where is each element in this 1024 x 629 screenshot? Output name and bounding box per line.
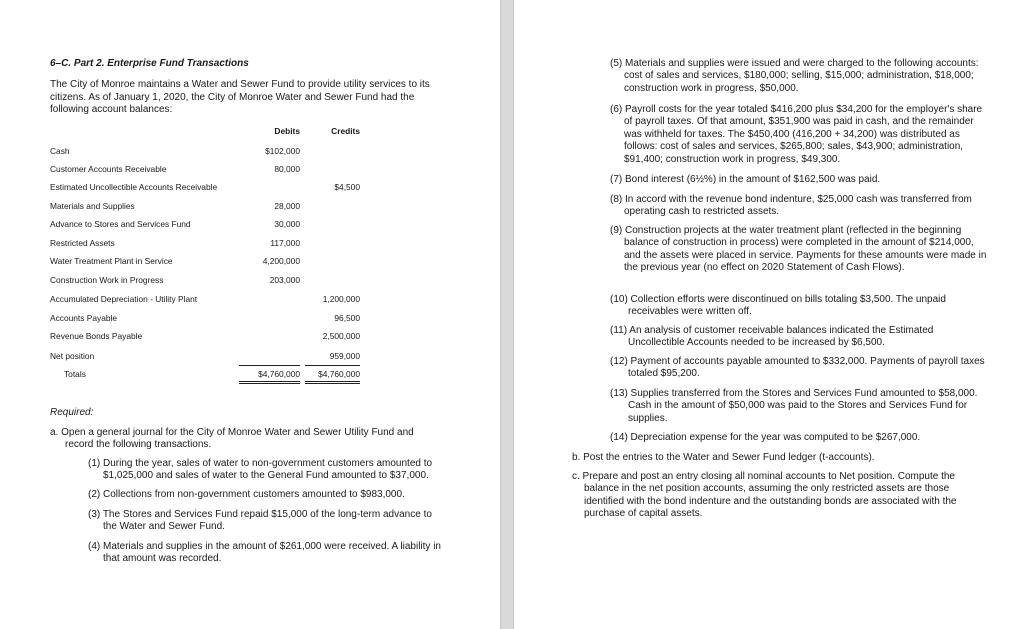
table-row-account: Net position <box>50 351 95 361</box>
table-row-credit: $4,760,000 <box>318 369 360 379</box>
transaction-text: (14) Depreciation expense for the year was computed to be $267,000. <box>610 432 921 443</box>
table-row-account: Water Treatment Plant in Service <box>50 256 173 266</box>
table-row-debit: 80,000 <box>274 164 300 174</box>
transaction-text: (12) Payment of accounts payable amounted to $332,000. Payments of payroll taxes totaled $95,200. <box>610 356 985 380</box>
part-c-text: c. Prepare and post an entry closing all nominal accounts to Net position. Compute the balance in the net position accounts, assuming the only restricted assets are those identified with the bond indenture and the outstanding bonds are associated with the purchase of capital assets. <box>572 471 957 520</box>
table-row-debit: 28,000 <box>274 201 300 211</box>
part-b-text: b. Post the entries to the Water and Sewer Fund ledger (t-accounts). <box>572 452 875 463</box>
table-row-debit: 203,000 <box>269 275 300 285</box>
transaction-2 <box>88 489 446 501</box>
table-row-account: Revenue Bonds Payable <box>50 331 143 341</box>
transaction-6 <box>610 104 988 166</box>
table-row-account: Totals <box>64 369 86 379</box>
totals-double-rule-debit <box>239 383 300 384</box>
table-row-debit: 117,000 <box>270 238 300 248</box>
part-a-text: a. Open a general journal for the City of Monroe Water and Sewer Utility Fund and record the following transactions. <box>50 427 414 450</box>
transaction-14 <box>610 432 988 444</box>
table-row-credit: 1,200,000 <box>322 294 360 304</box>
transaction-text: (11) An analysis of customer receivable balances indicated the Estimated Uncollectible Accounts needed to be increased by $6,500. <box>610 325 934 349</box>
totals-double-rule-credit <box>305 383 360 384</box>
problem-title: 6–C. Part 2. Enterprise Fund Transactions <box>50 58 249 69</box>
transaction-text: (6) Payroll costs for the year totaled $416,200 plus $34,200 for the employer's share of payroll taxes. Of that amount, $351,900 was paid in cash, and the remainder was withheld for taxes. The $450,400 (416,200 + 34,200) was distributed as follows: cost of sales and services, $265,800; sales, $43,900; administration, $91,400; construction work in progress, $49,300. <box>610 104 983 165</box>
credits-header: Credits <box>331 126 360 136</box>
transaction-9 <box>610 225 988 275</box>
transaction-text: (7) Bond interest (6½%) in the amount of $162,500 was paid. <box>610 174 881 185</box>
totals-rule-debit <box>239 365 300 366</box>
transaction-text: (3) The Stores and Services Fund repaid $15,000 of the long-term advance to the Water and Sewer Fund. <box>88 509 432 532</box>
transaction-8 <box>610 194 988 219</box>
transaction-13 <box>610 388 988 425</box>
table-row-debit: $102,000 <box>265 146 300 156</box>
transaction-10 <box>610 294 988 319</box>
table-row-account: Customer Accounts Receivable <box>50 164 167 174</box>
table-row-account: Accumulated Depreciation - Utility Plant <box>50 294 198 304</box>
table-row-account: Advance to Stores and Services Fund <box>50 219 191 229</box>
transaction-4 <box>88 541 446 565</box>
table-row-account: Restricted Assets <box>50 238 115 248</box>
table-row-credit: $4,500 <box>334 182 360 192</box>
table-row-credit: 2,500,000 <box>322 331 360 341</box>
debits-header: Debits <box>274 126 300 136</box>
transaction-text: (10) Collection efforts were discontinued on bills totaling $3,500. The unpaid receivables were written off. <box>610 294 946 318</box>
transaction-text: (13) Supplies transferred from the Stores and Services Fund amounted to $58,000. Cash in the amount of $50,000 was paid to the Stores and Services Fund for supplies. <box>610 388 978 424</box>
table-row-account: Cash <box>50 146 70 156</box>
part-b-instruction <box>572 452 992 464</box>
table-row-credit: 959,000 <box>329 351 360 361</box>
totals-rule-credit <box>305 365 360 366</box>
totals-double-rule-debit <box>239 381 300 382</box>
part-c-instruction <box>572 471 970 521</box>
required-label: Required: <box>50 407 94 418</box>
table-row-credit: 96,500 <box>334 313 360 323</box>
right-page <box>514 0 1024 629</box>
table-row-account: Accounts Payable <box>50 313 118 323</box>
table-row-debit: 4,200,000 <box>262 256 300 266</box>
transaction-text: (8) In accord with the revenue bond indenture, $25,000 cash was transferred from operating cash to restricted assets. <box>610 194 972 218</box>
transaction-1 <box>88 458 446 482</box>
transaction-11 <box>610 325 988 350</box>
problem-intro: The City of Monroe maintains a Water and Sewer Fund to provide utility services to its citizens. As of January 1, 2020, the City of Monroe Water and Sewer Fund had the following account balances: <box>50 79 430 115</box>
page-divider <box>500 0 514 629</box>
table-row-account: Estimated Uncollectible Accounts Receivable <box>50 182 218 192</box>
transaction-text: (4) Materials and supplies in the amount of $261,000 were received. A liability in that amount was recorded. <box>88 541 441 564</box>
transaction-12 <box>610 356 988 381</box>
transaction-5 <box>610 58 988 95</box>
transaction-text: (1) During the year, sales of water to non-government customers amounted to $1,025,000 and sales of water to the General Fund amounted to $37,000. <box>88 458 433 481</box>
transaction-text: (5) Materials and supplies were issued and were charged to the following accounts: cost of sales and services, $180,000; selling, $15,000; administration, $18,000; construction work in progress, $50,000. <box>610 58 979 94</box>
transaction-7 <box>610 174 988 186</box>
left-page <box>0 0 500 629</box>
table-row-debit: 30,000 <box>274 219 300 229</box>
table-row-account: Construction Work in Progress <box>50 275 164 285</box>
totals-double-rule-credit <box>305 381 360 382</box>
transaction-3 <box>88 509 446 533</box>
transaction-text: (2) Collections from non-government customers amounted to $983,000. <box>88 489 405 500</box>
transaction-text: (9) Construction projects at the water treatment plant (reflected in the beginning balance of construction in process) were completed in the amount of $214,000, and the assets were placed in service. Payments for these amounts were made in the previous year (no effect on 2020 Statement of Cash Flows). <box>610 225 987 274</box>
table-row-debit: $4,760,000 <box>258 369 300 379</box>
part-a-instruction <box>50 427 440 451</box>
table-row-account: Materials and Supplies <box>50 201 135 211</box>
